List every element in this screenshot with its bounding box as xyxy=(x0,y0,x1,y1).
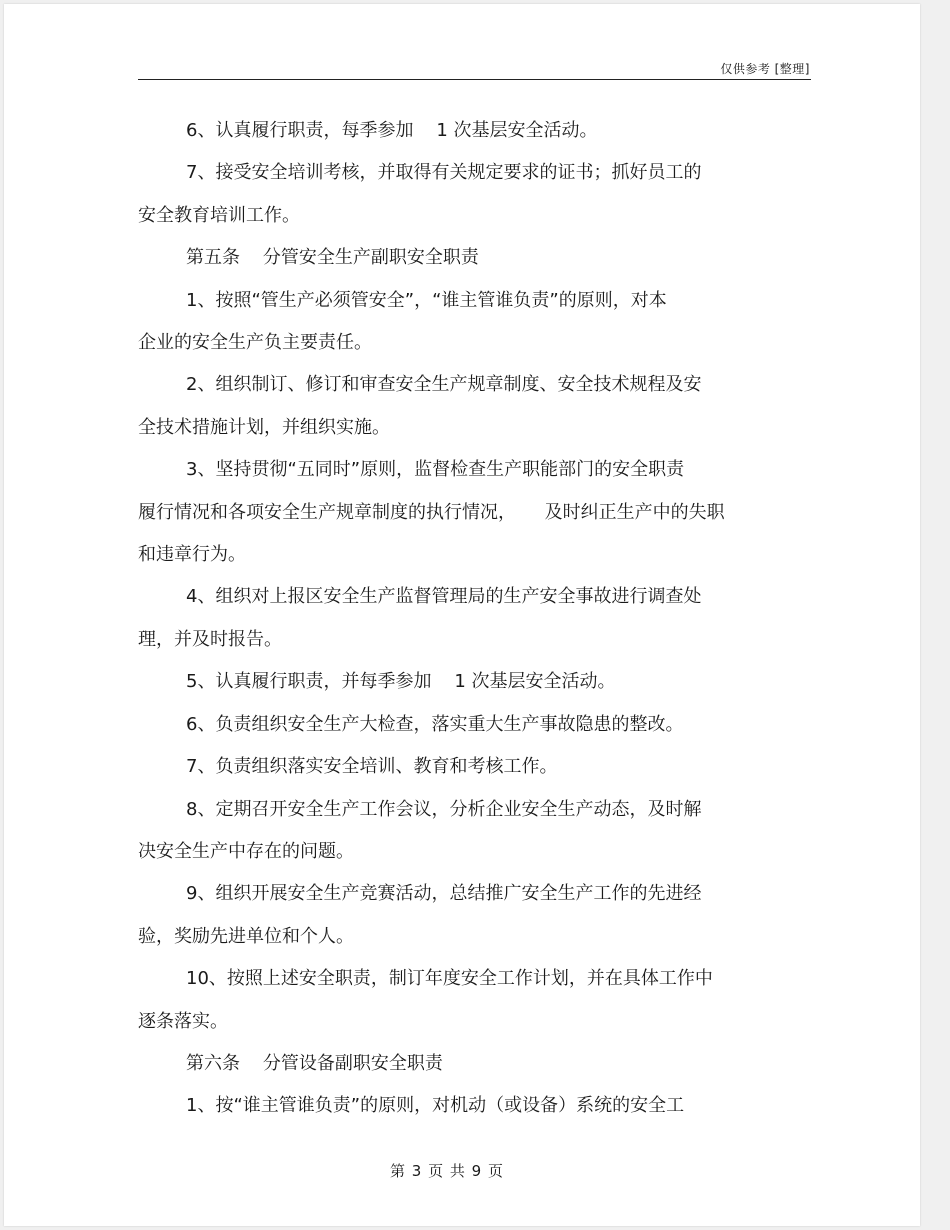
paragraph-line: 和违章行为。 xyxy=(138,544,246,566)
paragraph-line: 安全教育培训工作。 xyxy=(138,204,300,226)
paragraph-line: 10、按照上述安全职责，制订年度安全工作计划，并在具体工作中 xyxy=(186,968,713,990)
paragraph-line: 理，并及时报告。 xyxy=(138,628,282,650)
paragraph-line: 决安全生产中存在的问题。 xyxy=(138,840,354,862)
paragraph-line: 7、负责组织落实安全培训、教育和考核工作。 xyxy=(186,756,558,778)
paragraph-line: 企业的安全生产负主要责任。 xyxy=(138,332,372,354)
paragraph-line: 6、认真履行职责，每季参加 1 次基层安全活动。 xyxy=(186,120,598,141)
header-rule xyxy=(138,79,811,80)
paragraph-line: 4、组织对上报区安全生产监督管理局的生产安全事故进行调查处 xyxy=(186,586,702,608)
paragraph-line: 7、接受安全培训考核，并取得有关规定要求的证书；抓好员工的 xyxy=(186,162,702,184)
paragraph-line: 逐条落实。 xyxy=(138,1010,228,1032)
paragraph-line: 履行情况和各项安全生产规章制度的执行情况， 及时纠正生产中的失职 xyxy=(138,501,725,523)
paragraph-line: 全技术措施计划，并组织实施。 xyxy=(138,416,390,438)
page-footer: 第 3 页 共 9 页 xyxy=(390,1162,504,1180)
paragraph-line: 9、组织开展安全生产竞赛活动，总结推广安全生产工作的先进经 xyxy=(186,883,702,905)
paragraph-line: 2、组织制订、修订和审查安全生产规章制度、安全技术规程及安 xyxy=(186,374,702,396)
paragraph-line: 验，奖励先进单位和个人。 xyxy=(138,925,354,947)
document-body xyxy=(138,110,818,1128)
paragraph-line: 5、认真履行职责，并每季参加 1 次基层安全活动。 xyxy=(186,671,616,693)
paragraph-line: 1、按照“管生产必须管安全”，“谁主管谁负责”的原则，对本 xyxy=(186,289,667,311)
paragraph-line: 3、坚持贯彻“五同时”原则，监督检查生产职能部门的安全职责 xyxy=(186,459,685,481)
section-heading: 第五条 分管安全生产副职安全职责 xyxy=(186,247,479,269)
document-page xyxy=(4,4,920,1226)
paragraph-line: 8、定期召开安全生产工作会议，分析企业安全生产动态，及时解 xyxy=(186,798,702,820)
paragraph-line: 6、负责组织安全生产大检查，落实重大生产事故隐患的整改。 xyxy=(186,713,684,735)
paragraph-line: 1、按“谁主管谁负责”的原则，对机动（或设备）系统的安全工 xyxy=(186,1095,685,1117)
section-heading: 第六条 分管设备副职安全职责 xyxy=(186,1052,443,1074)
page-header: 仅供参考 [整理] xyxy=(720,62,810,76)
